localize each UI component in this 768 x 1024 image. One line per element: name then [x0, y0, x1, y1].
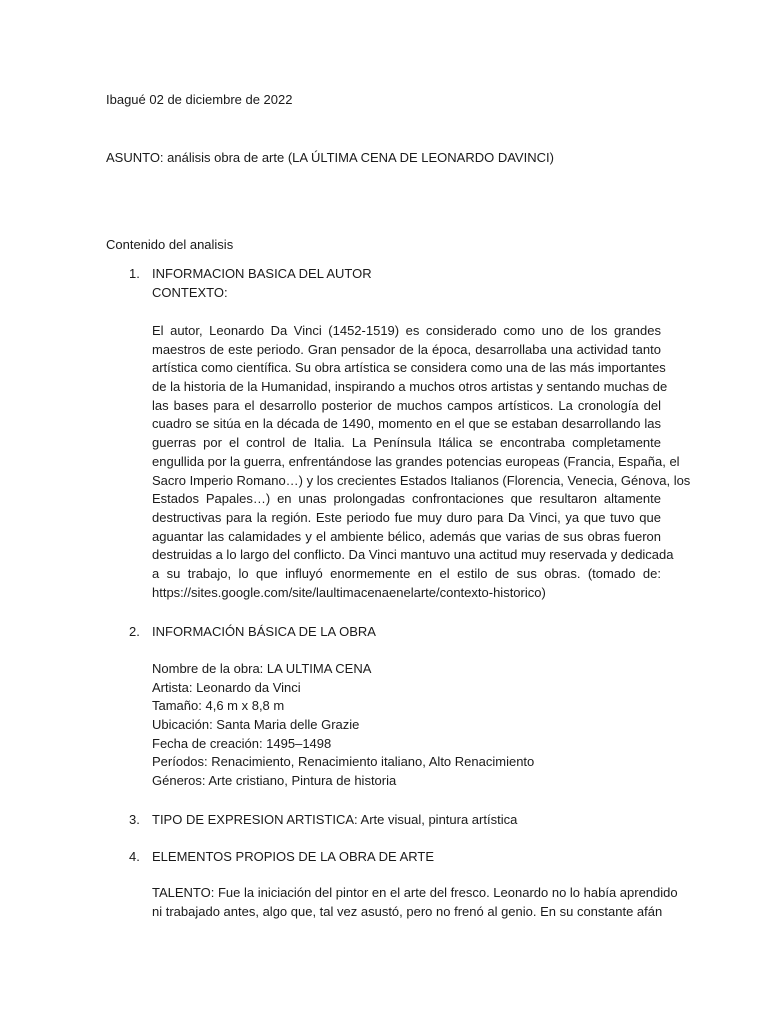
section-1-paragraph	[152, 322, 691, 602]
section-1-number: 1.	[129, 266, 140, 281]
artwork-genres: Géneros: Arte cristiano, Pintura de historia	[152, 773, 397, 789]
paragraph-line: Estados Papales…) en unas prolongadas confrontaciones que resultaron altamente	[152, 491, 661, 507]
paragraph-line: las bases para el desarrollo posterior de muchos campos artísticos. La cronología del	[152, 397, 661, 413]
artwork-date: Fecha de creación: 1495–1498	[152, 735, 332, 751]
artwork-location: Ubicación: Santa Maria delle Grazie	[152, 717, 360, 733]
section-4-paragraph	[152, 884, 678, 921]
contents-label: Contenido del analisis	[106, 237, 234, 252]
artwork-details	[152, 660, 661, 791]
section-2-title: INFORMACIÓN BÁSICA DE LA OBRA	[152, 624, 376, 639]
artwork-artist: Artista: Leonardo da Vinci	[152, 679, 301, 695]
paragraph-line: ni trabajado antes, algo que, tal vez asustó, pero no frenó al genio. En su constante afán	[152, 903, 663, 919]
paragraph-line: guerras por el control de Italia. La Península Itálica se encontraba completamente	[152, 435, 661, 451]
paragraph-line: cuadro se sitúa en la década de 1490, momento en el que se estaban desarrollando las	[152, 416, 661, 432]
paragraph-line: artística como científica. Su obra artística se considera como una de las más importantes	[152, 360, 666, 376]
paragraph-line: Sacro Imperio Romano…) y los crecientes Estados Italianos (Florencia, Venecia, Génova, los	[152, 472, 691, 488]
section-4-title: ELEMENTOS PROPIOS DE LA OBRA DE ARTE	[152, 849, 435, 864]
section-3-title: TIPO DE EXPRESION ARTISTICA: Arte visual, pintura artística	[152, 812, 518, 827]
artwork-periods: Períodos: Renacimiento, Renacimiento italiano, Alto Renacimiento	[152, 754, 535, 770]
paragraph-line: maestros de este periodo. Gran pensador de la época, desarrollaba una actividad tanto	[152, 341, 661, 357]
subject-line: ASUNTO: análisis obra de arte (LA ÚLTIMA CENA DE LEONARDO DAVINCI)	[106, 150, 554, 165]
paragraph-line: de la historia de la Humanidad, inspirando a muchos otros artistas y sentando muchas de	[152, 379, 668, 395]
date-line: Ibagué 02 de diciembre de 2022	[106, 92, 293, 107]
paragraph-line: destruidas a lo largo del conflicto. Da Vinci mantuvo una actitud muy reservada y dedicada	[152, 547, 674, 563]
artwork-name: Nombre de la obra: LA ULTIMA CENA	[152, 661, 372, 676]
paragraph-line: a su trabajo, lo que influyó enormemente en el estilo de sus obras. (tomado de:	[152, 565, 661, 581]
source-link-text: https://sites.google.com/site/laultimacenaenelarte/contexto-historico)	[152, 584, 546, 600]
section-4-number: 4.	[129, 849, 140, 864]
paragraph-line: aguantar las calamidades y el ambiente bélico, además que varias de sus obras fueron	[152, 528, 661, 544]
artwork-size: Tamaño: 4,6 m x 8,8 m	[152, 698, 285, 714]
section-3-number: 3.	[129, 812, 140, 827]
section-2-number: 2.	[129, 624, 140, 639]
paragraph-line: TALENTO: Fue la iniciación del pintor en el arte del fresco. Leonardo no lo había aprendido	[152, 885, 678, 900]
section-1-title: INFORMACION BASICA DEL AUTOR	[152, 266, 372, 281]
paragraph-line: destructivas para la región. Este periodo fue muy duro para Da Vinci, ya que tuvo que	[152, 509, 661, 525]
section-1-subtitle: CONTEXTO:	[152, 285, 228, 300]
paragraph-line: engullida por la guerra, enfrentándose las grandes potencias europeas (Francia, España, el	[152, 453, 680, 469]
paragraph-line: El autor, Leonardo Da Vinci (1452-1519) es considerado como uno de los grandes	[152, 323, 661, 338]
